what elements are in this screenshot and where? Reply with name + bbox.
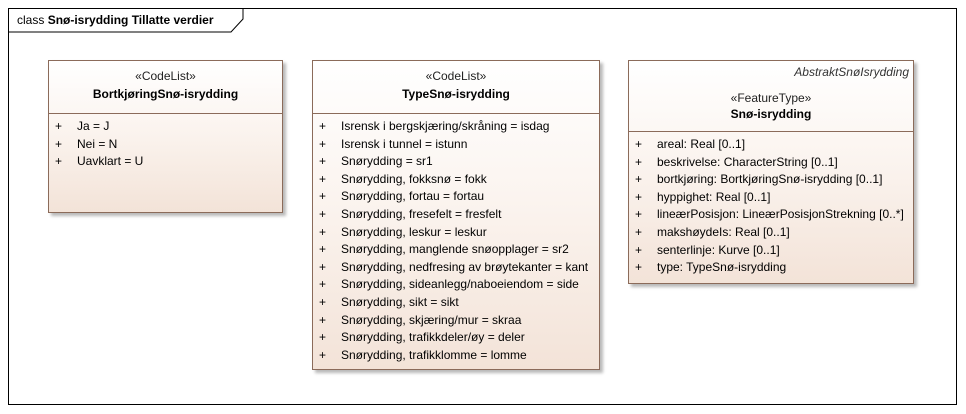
visibility-public-marker: + <box>55 136 63 151</box>
item-text: type: TypeSnø-isrydding <box>657 260 787 275</box>
item-text: Snørydding, fortau = fortau <box>341 189 485 204</box>
stereotype-label: «CodeList» <box>135 69 196 83</box>
class-name: BortkjøringSnø-isrydding <box>92 87 239 101</box>
list-item <box>313 171 599 189</box>
class-box-feature[interactable] <box>628 60 914 284</box>
item-text: beskrivelse: CharacterString [0..1] <box>657 154 838 169</box>
list-item <box>629 154 913 172</box>
list-item <box>49 153 282 171</box>
visibility-public-marker: + <box>635 154 643 169</box>
list-item <box>313 347 599 365</box>
visibility-public-marker: + <box>319 312 327 327</box>
frame-title-text: Snø-isrydding Tillatte verdier <box>47 13 214 27</box>
list-item <box>313 206 599 224</box>
stereotype-label: «FeatureType» <box>730 91 812 105</box>
value-list <box>49 114 282 171</box>
visibility-public-marker: + <box>319 294 327 309</box>
class-header <box>313 61 599 114</box>
class-box-type[interactable] <box>312 60 600 370</box>
list-item <box>313 224 599 242</box>
visibility-public-marker: + <box>319 206 327 221</box>
item-text: Uavklart = U <box>77 154 144 169</box>
visibility-public-marker: + <box>319 224 327 239</box>
frame-prefix: class <box>17 13 45 27</box>
class-header <box>49 61 282 114</box>
visibility-public-marker: + <box>635 172 643 187</box>
visibility-public-marker: + <box>635 207 643 222</box>
list-item <box>313 294 599 312</box>
list-item <box>313 136 599 154</box>
item-text: senterlinje: Kurve [0..1] <box>657 242 780 257</box>
attribute-list <box>629 132 913 277</box>
item-text: Snørydding, manglende snøopplager = sr2 <box>341 242 569 257</box>
stereotype-label: «CodeList» <box>425 69 487 83</box>
class-header <box>629 61 913 132</box>
class-box-bortkjoring[interactable] <box>48 60 283 213</box>
item-text: Isrensk i tunnel = istunn <box>341 136 468 151</box>
list-item <box>629 189 913 207</box>
visibility-public-marker: + <box>319 330 327 345</box>
visibility-public-marker: + <box>55 154 63 169</box>
visibility-public-marker: + <box>319 171 327 186</box>
item-text: Isrensk i bergskjæring/skråning = isdag <box>341 119 550 133</box>
item-text: bortkjøring: BortkjøringSnø-isrydding [0..1] <box>657 172 883 187</box>
frame-title <box>17 13 214 27</box>
visibility-public-marker: + <box>635 224 643 239</box>
list-item <box>313 329 599 347</box>
item-text: Snørydding, sideanlegg/naboeiendom = side <box>341 277 579 292</box>
visibility-public-marker: + <box>319 259 327 274</box>
abstract-parent-label: AbstraktSnøIsrydding <box>794 65 909 79</box>
item-text: Snørydding = sr1 <box>341 154 433 169</box>
item-text: lineærPosisjon: LineærPosisjonStrekning [0..*] <box>657 207 904 222</box>
item-text: Snørydding, sikt = sikt <box>341 294 459 309</box>
list-item <box>313 259 599 277</box>
item-text: Snørydding, leskur = leskur <box>341 224 487 239</box>
list-item <box>313 241 599 259</box>
visibility-public-marker: + <box>319 154 327 169</box>
item-text: makshøydeIs: Real [0..1] <box>657 224 790 239</box>
list-item <box>49 136 282 154</box>
visibility-public-marker: + <box>319 277 327 292</box>
list-item <box>313 153 599 171</box>
list-item <box>313 118 599 136</box>
visibility-public-marker: + <box>55 119 63 133</box>
visibility-public-marker: + <box>635 242 643 257</box>
list-item <box>629 224 913 242</box>
visibility-public-marker: + <box>635 260 643 275</box>
item-text: Snørydding, skjæring/mur = skraa <box>341 312 522 327</box>
visibility-public-marker: + <box>319 242 327 257</box>
value-list <box>313 114 599 364</box>
item-text: Snørydding, fokksnø = fokk <box>341 171 487 186</box>
item-text: Ja = J <box>77 119 110 133</box>
list-item <box>629 206 913 224</box>
item-text: hyppighet: Real [0..1] <box>657 189 771 204</box>
list-item <box>313 312 599 330</box>
visibility-public-marker: + <box>319 119 327 133</box>
item-text: Nei = N <box>77 136 118 151</box>
visibility-public-marker: + <box>635 189 643 204</box>
class-name: TypeSnø-isrydding <box>402 87 510 101</box>
list-item <box>629 259 913 277</box>
list-item <box>629 171 913 189</box>
visibility-public-marker: + <box>319 189 327 204</box>
visibility-public-marker: + <box>319 136 327 151</box>
visibility-public-marker: + <box>319 347 327 362</box>
class-name: Snø-isrydding <box>730 107 812 121</box>
item-text: areal: Real [0..1] <box>657 137 746 151</box>
item-text: Snørydding, fresefelt = fresfelt <box>341 206 502 221</box>
list-item <box>49 118 282 136</box>
item-text: Snørydding, nedfresing av brøytekanter = kant <box>341 259 589 274</box>
list-item <box>313 276 599 294</box>
list-item <box>629 136 913 154</box>
item-text: Snørydding, trafikkdeler/øy = deler <box>341 330 525 345</box>
list-item <box>313 188 599 206</box>
visibility-public-marker: + <box>635 137 643 151</box>
list-item <box>629 242 913 260</box>
item-text: Snørydding, trafikklomme = lomme <box>341 347 527 362</box>
